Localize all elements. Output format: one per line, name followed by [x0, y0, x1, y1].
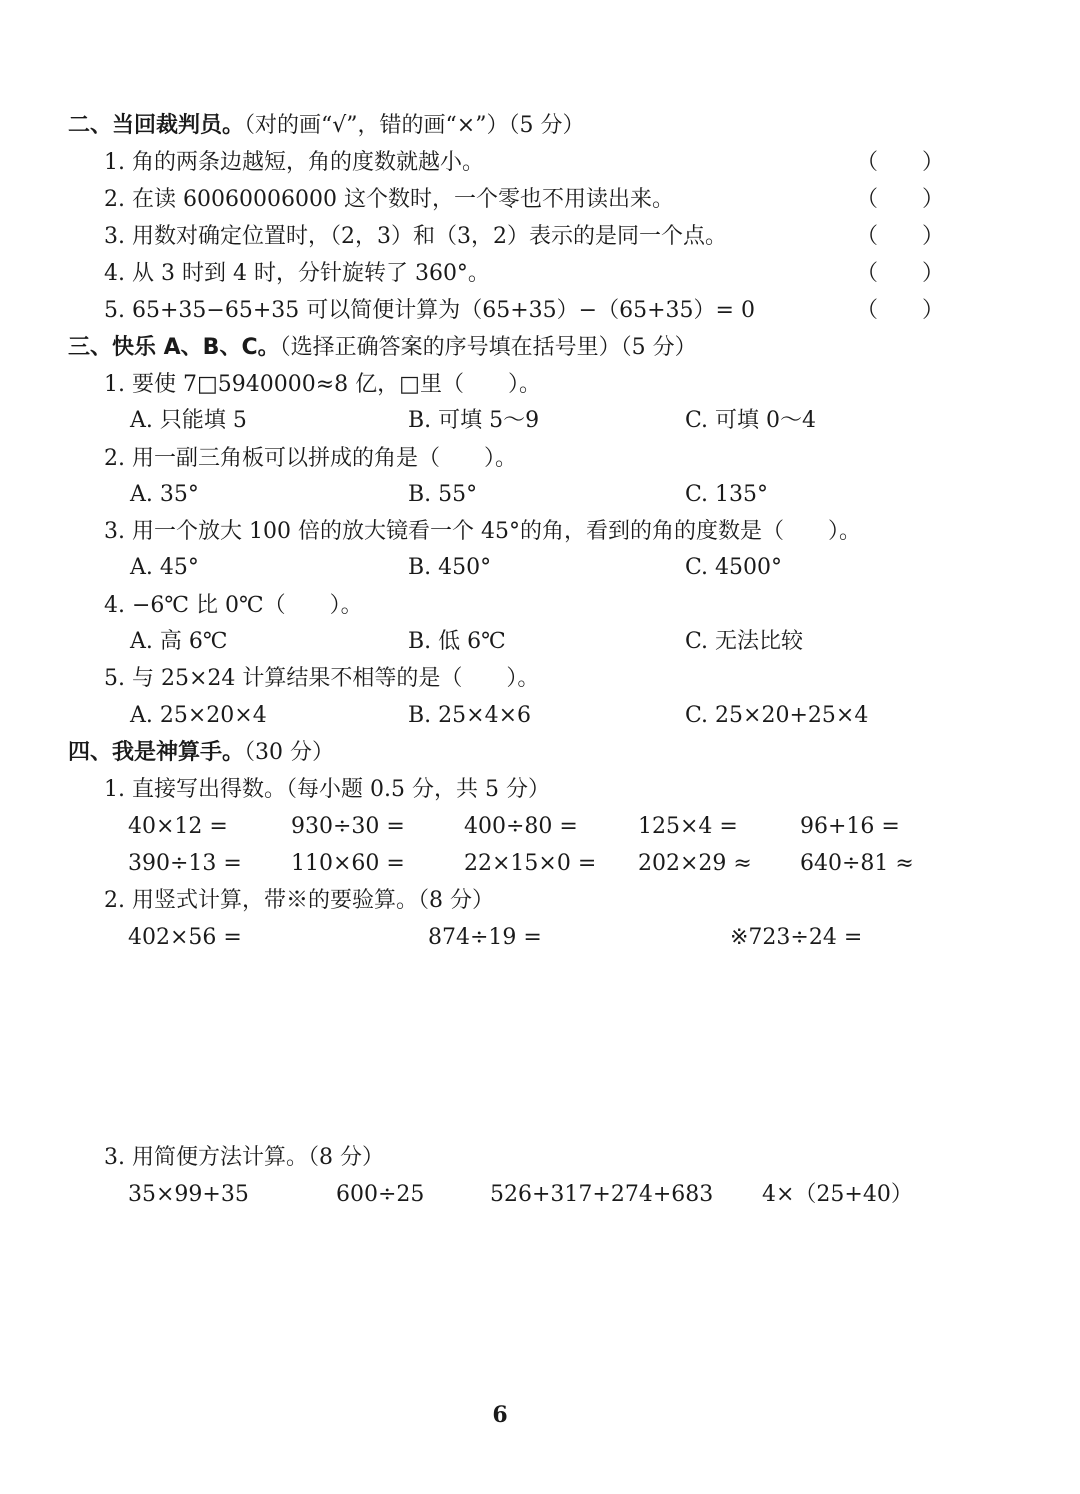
vertical-calc-item[interactable]: ※723÷24 =	[730, 925, 863, 950]
section-3-instruction: （选择正确答案的序号填在括号里）（5 分）	[279, 335, 697, 360]
mental-math-item[interactable]: 202×29 ≈	[638, 851, 752, 876]
section-2-instruction: （对的画“√”，错的画“×”）（5 分）	[244, 113, 585, 138]
q4-option-b[interactable]: B. 低 6℃	[408, 629, 506, 654]
answer-bracket-3[interactable]: （ ）	[856, 224, 945, 249]
q3-option-a[interactable]: A. 45°	[130, 555, 199, 580]
simplified-calc-title: 3. 用简便方法计算。（8 分）	[104, 1145, 384, 1170]
mental-math-title: 1. 直接写出得数。（每小题 0.5 分，共 5 分）	[104, 777, 550, 802]
vertical-calc-title: 2. 用竖式计算，带※的要验算。（8 分）	[104, 888, 494, 913]
true-false-item-4: 4. 从 3 时到 4 时，分针旋转了 360°。	[104, 261, 490, 286]
choice-question-4: 4. −6℃ 比 0℃（ ）。	[104, 593, 363, 618]
q2-option-b[interactable]: B. 55°	[408, 482, 478, 507]
q4-option-c[interactable]: C. 无法比较	[685, 629, 804, 654]
q2-option-c[interactable]: C. 135°	[685, 482, 769, 507]
q5-option-b[interactable]: B. 25×4×6	[408, 703, 532, 728]
simplified-calc-item[interactable]: 526+317+274+683	[490, 1182, 714, 1207]
answer-bracket-2[interactable]: （ ）	[856, 187, 945, 212]
choice-question-2: 2. 用一副三角板可以拼成的角是（ ）。	[104, 446, 517, 471]
true-false-item-2: 2. 在读 60060006000 这个数时，一个零也不用读出来。	[104, 187, 674, 212]
mental-math-item[interactable]: 40×12 =	[128, 814, 228, 839]
choice-question-3: 3. 用一个放大 100 倍的放大镜看一个 45°的角，看到的角的度数是（ ）。	[104, 519, 861, 544]
vertical-calc-item[interactable]: 402×56 =	[128, 925, 242, 950]
vertical-calc-item[interactable]: 874÷19 =	[428, 925, 542, 950]
mental-math-item[interactable]: 640÷81 ≈	[800, 851, 914, 876]
simplified-calc-item[interactable]: 35×99+35	[128, 1182, 249, 1207]
section-4-title: 四、我是神算手。	[68, 740, 245, 765]
choice-question-1: 1. 要使 7□5940000≈8 亿，□里（ ）。	[104, 372, 541, 397]
answer-bracket-5[interactable]: （ ）	[856, 298, 945, 323]
q1-option-b[interactable]: B. 可填 5～9	[408, 408, 540, 433]
section-4-heading	[68, 739, 334, 767]
q1-option-c[interactable]: C. 可填 0～4	[685, 408, 817, 433]
mental-math-item[interactable]: 930÷30 =	[291, 814, 405, 839]
answer-bracket-4[interactable]: （ ）	[856, 261, 945, 286]
true-false-item-5: 5. 65+35−65+35 可以简便计算为（65+35）−（65+35）= 0	[104, 298, 755, 323]
mental-math-item[interactable]: 110×60 =	[291, 851, 405, 876]
section-2-title: 二、当回裁判员。	[68, 113, 245, 138]
answer-bracket-1[interactable]: （ ）	[856, 150, 945, 175]
q5-option-c[interactable]: C. 25×20+25×4	[685, 703, 869, 728]
true-false-item-3: 3. 用数对确定位置时，（2，3）和（3，2）表示的是同一个点。	[104, 224, 727, 249]
page-number: 6	[492, 1402, 508, 1428]
simplified-calc-item[interactable]: 4×（25+40）	[762, 1182, 913, 1207]
q2-option-a[interactable]: A. 35°	[130, 482, 199, 507]
section-3-heading	[68, 334, 697, 362]
mental-math-item[interactable]: 125×4 =	[638, 814, 738, 839]
true-false-item-1: 1. 角的两条边越短，角的度数就越小。	[104, 150, 484, 175]
section-4-instruction: （30 分）	[244, 740, 335, 765]
simplified-calc-item[interactable]: 600÷25	[336, 1182, 425, 1207]
section-3-title: 三、快乐 A、B、C。	[68, 335, 280, 360]
mental-math-item[interactable]: 22×15×0 =	[464, 851, 597, 876]
mental-math-item[interactable]: 96+16 =	[800, 814, 900, 839]
choice-question-5: 5. 与 25×24 计算结果不相等的是（ ）。	[104, 666, 540, 691]
q3-option-b[interactable]: B. 450°	[408, 555, 492, 580]
mental-math-item[interactable]: 400÷80 =	[464, 814, 578, 839]
section-2-heading	[68, 112, 584, 140]
q4-option-a[interactable]: A. 高 6℃	[130, 629, 228, 654]
q1-option-a[interactable]: A. 只能填 5	[130, 408, 247, 433]
q5-option-a[interactable]: A. 25×20×4	[130, 703, 267, 728]
mental-math-item[interactable]: 390÷13 =	[128, 851, 242, 876]
q3-option-c[interactable]: C. 4500°	[685, 555, 783, 580]
